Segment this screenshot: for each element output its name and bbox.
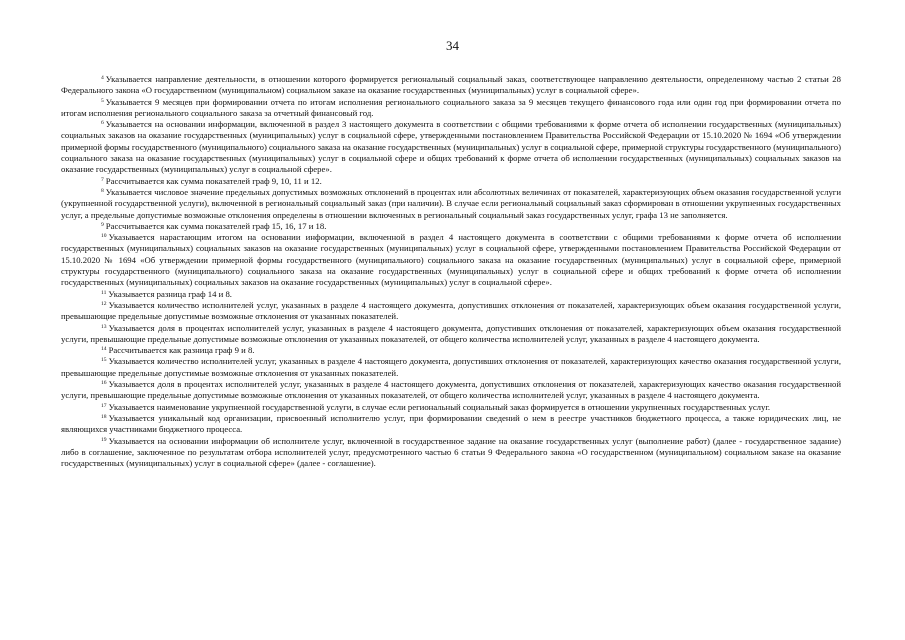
footnote-text: Указывается доля в процентах исполнителей услуг, указанных в разделе 4 настоящего документа, допустивших отклонения от показателей, характеризующих качество оказания государственной услуги, превышающие предельные допустимые возможные отклонения от указанных показателей, от общего количества исполнителей услуг, указанных в разделе 4 настоящего документа. [61,379,841,401]
footnote-number: 8 [101,187,104,194]
footnote-text: Указывается количество исполнителей услуг, указанных в разделе 4 настоящего документа, допустивших отклонения от показателей, характеризующих качество оказания государственной услуги, превышающие предельные допустимые возможные отклонения от указанных показателей. [61,356,841,378]
footnote-number: 16 [101,380,107,387]
footnote-text: Указывается на основании информации об исполнителе услуг, включенной в государственное задание на оказание государственных услуг (выполнение работ) (далее - государственное задание) либо в соглашение, заключенное по результатам отбора исполнителей услуг, предусмотренного частью 6 статьи 9 Федерального закона «О государственном (муниципальном) социальном заказе на оказание государственных (муниципальных) услуг в социальной сфере» (далее - соглашение). [61,435,841,469]
footnote-number: 17 [101,402,107,409]
footnote [61,300,841,323]
footnote [61,323,841,346]
footnote-number: 4 [101,75,104,81]
footnote-text: Указывается количество исполнителей услуг, указанных в разделе 4 настоящего документа, допустивших отклонения от показателей, характеризующих объем оказания государственной услуги, превышающие предельные допустимые возможные отклонения от указанных показателей. [61,299,841,322]
footnote-text: Указывается направление деятельности, в отношении которого формируется региональный социальный заказ, соответствующее направлению деятельности, определенному частью 2 статьи 28 Федерального закона «О государственном (муниципальном) социальном заказе на оказание государственных (муниципальных) услуг в социальной сфере». [61,74,841,96]
footnote [61,97,841,120]
footnote [61,221,841,232]
footnotes [61,74,841,469]
footnote [61,402,841,413]
footnote [61,413,841,436]
footnote-text: Указывается нарастающим итогом на основании информации, включенной в раздел 4 настоящего документа в соответствии с общими требованиями к форме отчета об исполнении государственных (муниципальных) социальных заказов на оказание государственных (муниципальных) услуг в социальной сфере, утвержденными постановлением Правительства Российской Федерации от 15.10.2020 № 1694 «Об утверждении примерной формы государственного (муниципального) социального заказа на оказание государственных (муниципальных) услуг в социальной сфере, примерной структуры государственного (муниципального) социального заказа на оказание государственных (муниципальных) услуг в социальной сфере и общих требований к форме отчета об исполнении государственных (муниципальных) социальных заказов на оказание государственных (муниципальных) услуг в социальной сфере». [61,232,841,288]
footnote [61,119,841,175]
footnote-text: Указывается на основании информации, включенной в раздел 3 настоящего документа в соответствии с общими требованиями к форме отчета об исполнении государственных (муниципальных) социальных заказов на оказание государственных (муниципальных) услуг в социальной сфере, утвержденными постановлением Правительства Российской Федерации от 15.10.2020 № 1694 «Об утверждении примерной формы государственного (муниципального) социального заказа на оказание государственных (муниципальных) услуг в социальной сфере, примерной структуры государственного (муниципального) социального заказа на оказание государственных (муниципальных) услуг в социальной сфере и общих требований к форме отчета об исполнении государственных (муниципальных) социальных заказов на оказание государственных (муниципальных) услуг в социальной сфере». [61,119,841,175]
footnote-text: Указывается уникальный код организации, присвоенный исполнителю услуг, при формировании сведений о нем в реестре участников бюджетного процесса, а также юридических лиц, не являющихся участниками бюджетного процесса. [61,412,841,435]
footnote-number: 7 [101,176,104,183]
footnote-number: 12 [101,300,107,307]
footnote-number: 9 [101,221,104,228]
footnote-number: 5 [101,97,104,104]
footnote-number: 10 [101,233,107,240]
footnote-text: Указывается 9 месяцев при формировании отчета по итогам исполнения регионального социального заказа за 9 месяцев текущего финансового года или один год при формировании отчета по итогам исполнения регионального социального заказа за отчетный финансовый год. [61,96,841,118]
footnote-number: 14 [101,346,107,353]
footnote [61,232,841,288]
footnote-text: Указывается числовое значение предельных допустимых возможных отклонений в процентах или абсолютных величинах от показателей, характеризующих объем оказания государственной услуги (укрупненной государственной услуги), включенной в региональный социальный заказ (при наличии). В случае если региональный социальный заказ сформирован в отношении укрупненных государственных услуг, а предельные допустимые возможные отклонения определены в отношении включенных в региональный социальный заказ государственных услуг, графа 13 не заполняется. [61,186,841,220]
footnote [61,187,841,221]
footnote-number: 19 [101,436,107,443]
footnote-number: 6 [101,120,104,127]
footnote [61,379,841,402]
footnote-text: Рассчитывается как разница граф 9 и 8. [108,345,255,356]
footnote-text: Рассчитывается как сумма показателей граф 9, 10, 11 и 12. [105,175,322,186]
footnote-number: 15 [101,357,107,364]
footnote [61,289,841,300]
footnote-text: Указывается наименование укрупненной государственной услуги, в случае если региональный социальный заказ формируется в отношении укрупненных государственных услуг. [108,401,771,412]
footnote [61,176,841,187]
footnote-text: Указывается разница граф 14 и 8. [108,288,232,299]
footnote [61,356,841,379]
footnote-text: Рассчитывается как сумма показателей граф 15, 16, 17 и 18. [105,220,327,231]
footnote [61,74,841,97]
footnote-number: 11 [101,289,107,296]
footnote-text: Указывается доля в процентах исполнителей услуг, указанных в разделе 4 настоящего документа, допустивших отклонения от показателей, характеризующих объем оказания государственной услуги, превышающие предельные допустимые возможные отклонения от указанных показателей, от общего количества исполнителей услуг, указанных в разделе 4 настоящего документа. [61,322,841,344]
footnote [61,436,841,470]
footnote-number: 13 [101,323,107,330]
page-number: 34 [446,38,459,53]
footnote-number: 18 [101,413,107,420]
footnote [61,345,841,356]
